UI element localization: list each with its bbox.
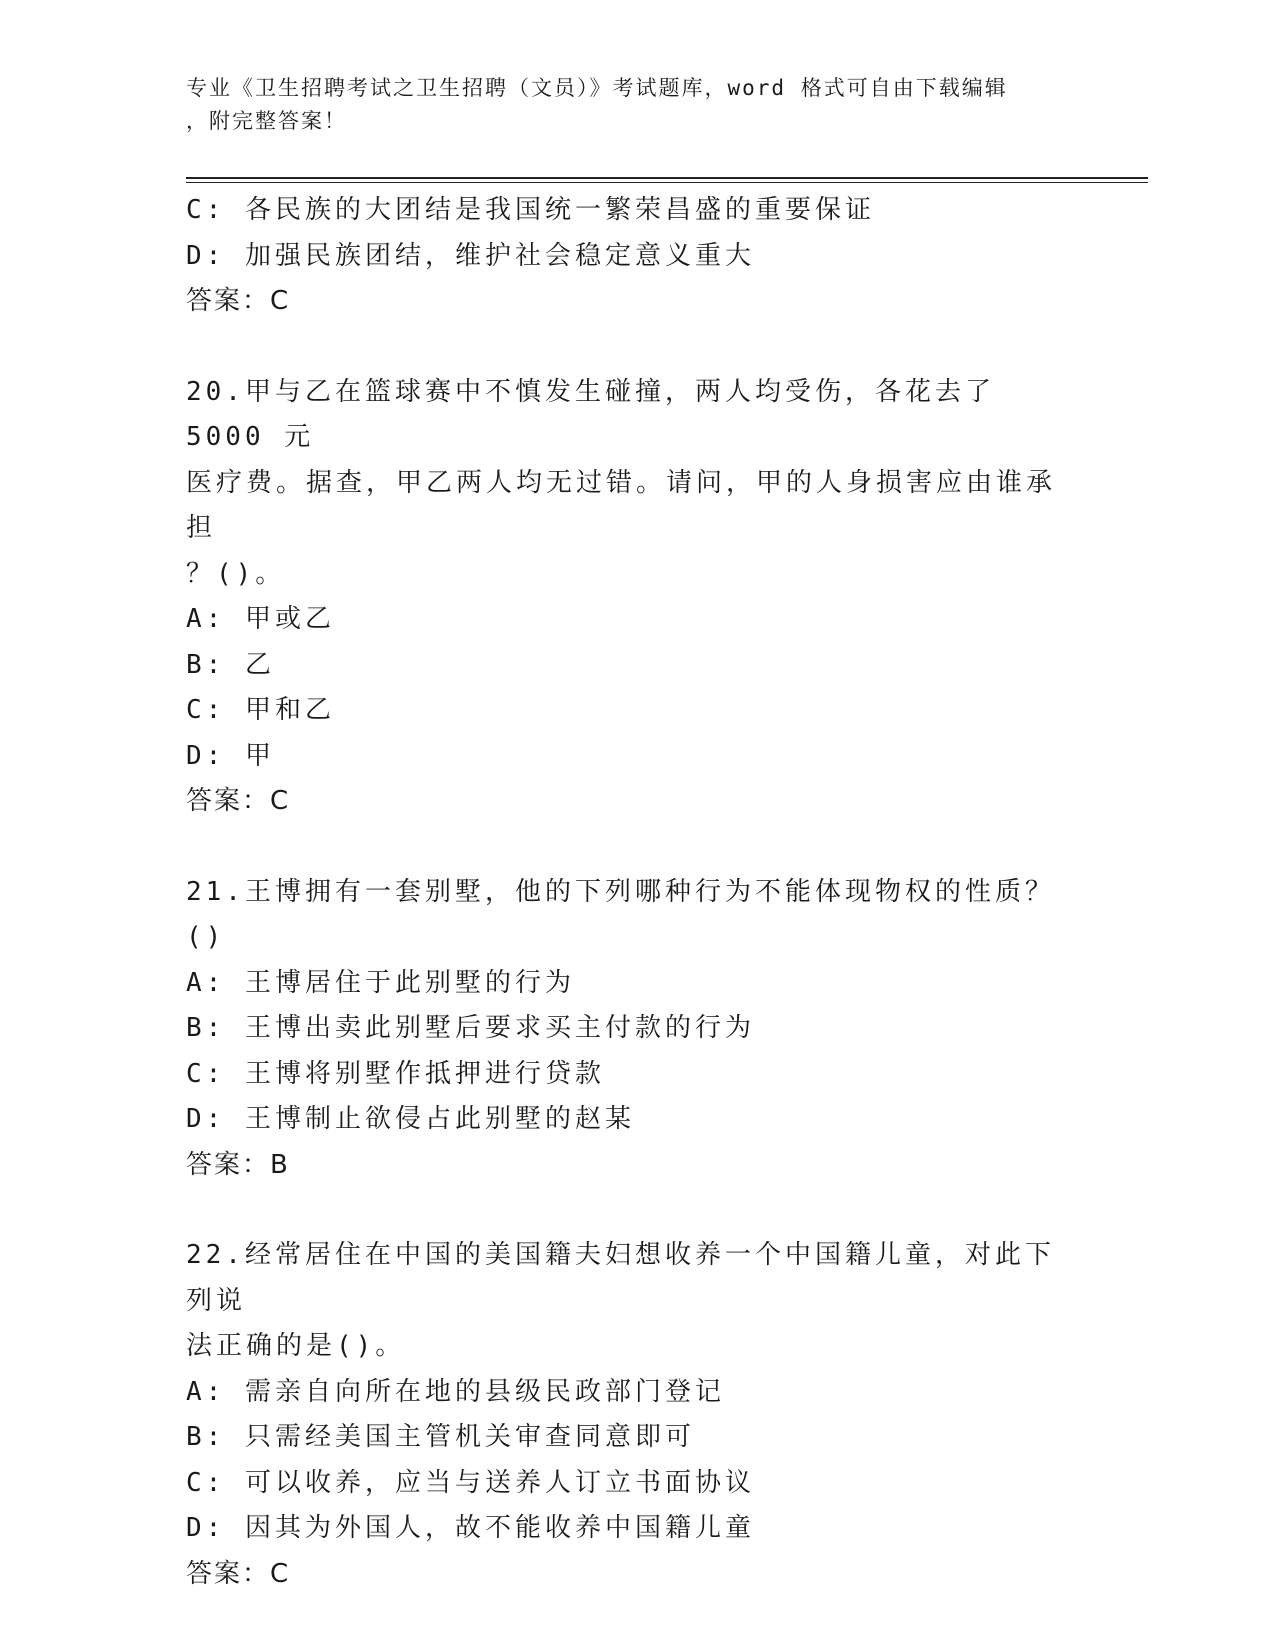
question-content — [186, 188, 1086, 1597]
option-a: A: 甲或乙 — [186, 604, 335, 634]
option-c: C: 王博将别墅作抵押进行贷款 — [186, 1058, 605, 1089]
question-22-line-2: 法正确的是()。 — [186, 1331, 406, 1361]
question-22-line-1: 22.经常居住在中国的美国籍夫妇想收养一个中国籍儿童，对此下列说 — [186, 1240, 1055, 1316]
option-c: C: 可以收养，应当与送养人订立书面协议 — [186, 1467, 755, 1498]
option-b: B: 乙 — [186, 649, 275, 680]
header-divider-thin — [186, 182, 1148, 183]
option-b: B: 王博出卖此别墅后要求买主付款的行为 — [186, 1013, 755, 1043]
option-d: D: 加强民族团结，维护社会稳定意义重大 — [186, 240, 755, 271]
question-20-line-2: 医疗费。据查，甲乙两人均无过错。请问，甲的人身损害应由谁承担 — [186, 467, 1057, 543]
question-22-block — [186, 1233, 1086, 1597]
option-d: D: 王博制止欲侵占此别墅的赵某 — [186, 1104, 635, 1134]
option-b: B: 只需经美国主管机关审查同意即可 — [186, 1422, 695, 1452]
option-d: D: 甲 — [186, 740, 275, 771]
header-line-1: 专业《卫生招聘考试之卫生招聘（文员）》考试题库，word 格式可自由下载编辑 — [186, 76, 1008, 100]
option-c: C: 各民族的大团结是我国统一繁荣昌盛的重要保证 — [186, 195, 875, 225]
question-21-line-1: 21.王博拥有一套别墅，他的下列哪种行为不能体现物权的性质？() — [186, 876, 1055, 952]
answer-label: 答案：C — [186, 786, 291, 816]
question-21-block — [186, 870, 1086, 1189]
option-d: D: 因其为外国人，故不能收养中国籍儿童 — [186, 1513, 755, 1543]
option-a: A: 需亲自向所在地的县级民政部门登记 — [186, 1376, 725, 1407]
document-header — [186, 72, 1066, 138]
spacer — [186, 825, 1086, 870]
spacer — [186, 1188, 1086, 1233]
header-divider-thick — [186, 177, 1148, 179]
answer-label: 答案：C — [186, 286, 291, 316]
spacer — [186, 325, 1086, 370]
question-20-block — [186, 370, 1086, 825]
answer-label: 答案：B — [186, 1149, 290, 1180]
question-20-line-3: ？()。 — [186, 558, 286, 589]
header-line-2: ，附完整答案！ — [186, 109, 347, 133]
option-a: A: 王博居住于此别墅的行为 — [186, 967, 575, 998]
answer-label: 答案：C — [186, 1558, 291, 1589]
question-19-block — [186, 188, 1086, 325]
question-20-line-1: 20.甲与乙在篮球赛中不慎发生碰撞，两人均受伤，各花去了 5000 元 — [186, 376, 995, 452]
option-c: C: 甲和乙 — [186, 695, 335, 725]
